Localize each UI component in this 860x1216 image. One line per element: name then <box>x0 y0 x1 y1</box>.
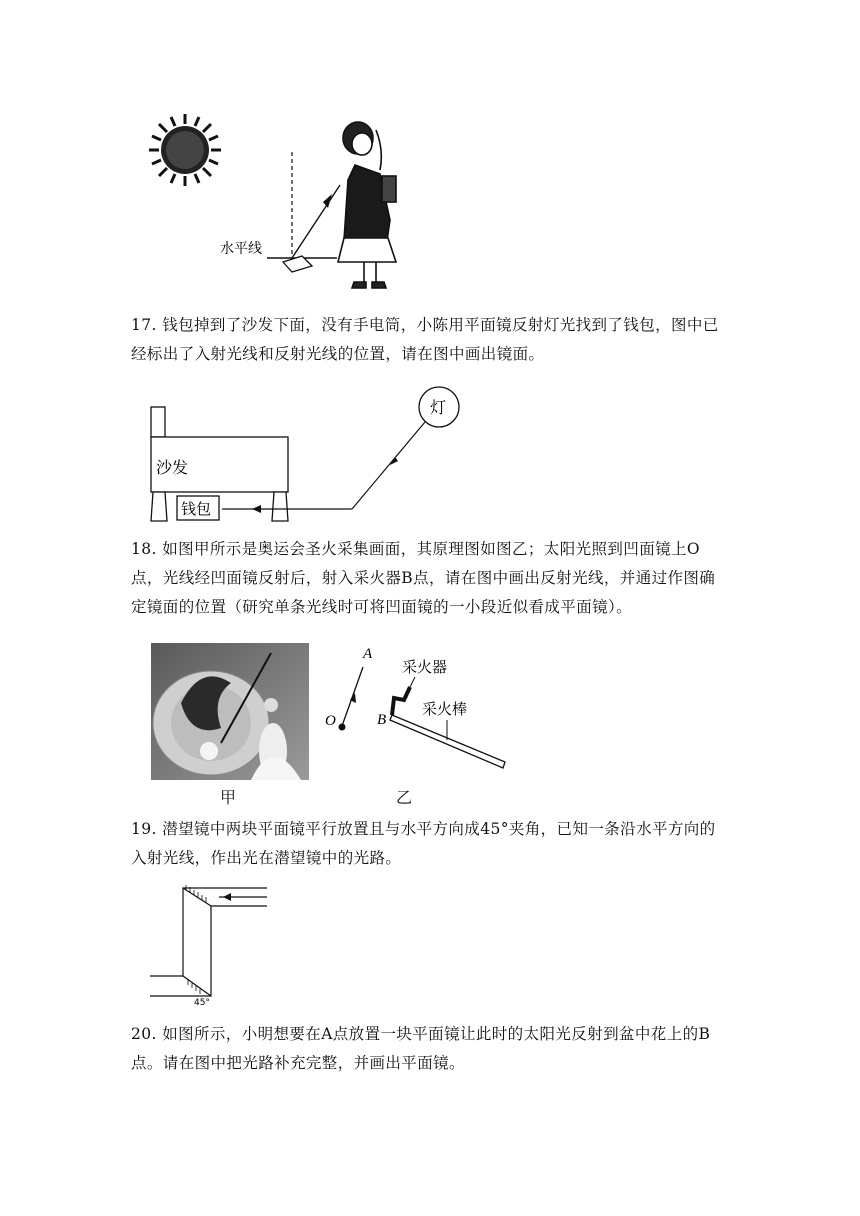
figure-19 <box>145 878 280 1008</box>
question-text: 如图所示，小明想要在A点放置一块平面镜让此时的太阳光反射到盆中花上的B点。请在图中把光路补充完整，并画出平面镜。 <box>131 1025 711 1072</box>
question-18 <box>131 535 731 622</box>
incident-ray <box>352 422 425 509</box>
question-text: 钱包掉到了沙发下面，没有手电筒，小陈用平面镜反射灯光找到了钱包，图中已经标出了入射光线和反射光线的位置，请在图中画出镜面。 <box>131 316 719 363</box>
point-o-label: O <box>325 713 336 729</box>
wallet-label: 钱包 <box>181 500 212 518</box>
bottom-mirror <box>183 976 211 996</box>
question-17 <box>131 311 731 369</box>
point-b-label: B <box>377 712 387 728</box>
point-a-label: A <box>363 646 373 662</box>
collector-label: 采火器 <box>402 658 448 676</box>
figure-18-diagram <box>320 640 515 775</box>
fire-collector <box>392 687 410 715</box>
question-19 <box>131 815 731 873</box>
figure-17 <box>140 385 480 530</box>
sofa-back <box>151 407 165 437</box>
question-20 <box>131 1020 731 1078</box>
angle-label: 45° <box>194 998 210 1008</box>
lamp-label: 灯 <box>430 398 447 417</box>
girl-illustration <box>338 122 396 288</box>
sofa-label: 沙发 <box>156 458 189 477</box>
ray-arrow-icon <box>323 194 332 208</box>
sun-icon <box>149 114 221 186</box>
periscope-inner <box>150 906 267 996</box>
question-text: 如图甲所示是奥运会圣火采集画面，其原理图如图乙；太阳光照到凹面镜上O点，光线经凹面镜反射后，射入采火器B点，请在图中画出反射光线，并通过作图确定镜面的位置（研究单条光线时可将凹面镜的一小段近似看成平面镜）。 <box>131 540 716 616</box>
sofa-leg-left <box>151 492 167 521</box>
periscope-outer <box>150 888 267 976</box>
caption-yi: 乙 <box>396 788 413 807</box>
question-number: 20. <box>131 1025 157 1043</box>
sofa-leg-right <box>272 492 288 521</box>
horizontal-line-label: 水平线 <box>220 241 262 257</box>
figure-16 <box>140 110 430 300</box>
incident-arrow-icon-19 <box>223 893 231 901</box>
collector-pointer <box>410 677 415 687</box>
question-text: 潜望镜中两块平面镜平行放置且与水平方向成45°夹角，已知一条沿水平方向的入射光线，作出光在潜望镜中的光路。 <box>131 820 716 867</box>
top-mirror <box>183 888 211 906</box>
caption-jia: 甲 <box>220 788 237 807</box>
reflected-arrow-icon <box>252 505 261 513</box>
question-number: 19. <box>131 820 157 838</box>
rod-label: 采火棒 <box>422 700 468 718</box>
reflected-ray <box>292 185 340 258</box>
point-o <box>339 724 346 731</box>
question-number: 17. <box>131 316 157 334</box>
question-number: 18. <box>131 540 157 558</box>
figure-18-photo <box>151 643 309 780</box>
